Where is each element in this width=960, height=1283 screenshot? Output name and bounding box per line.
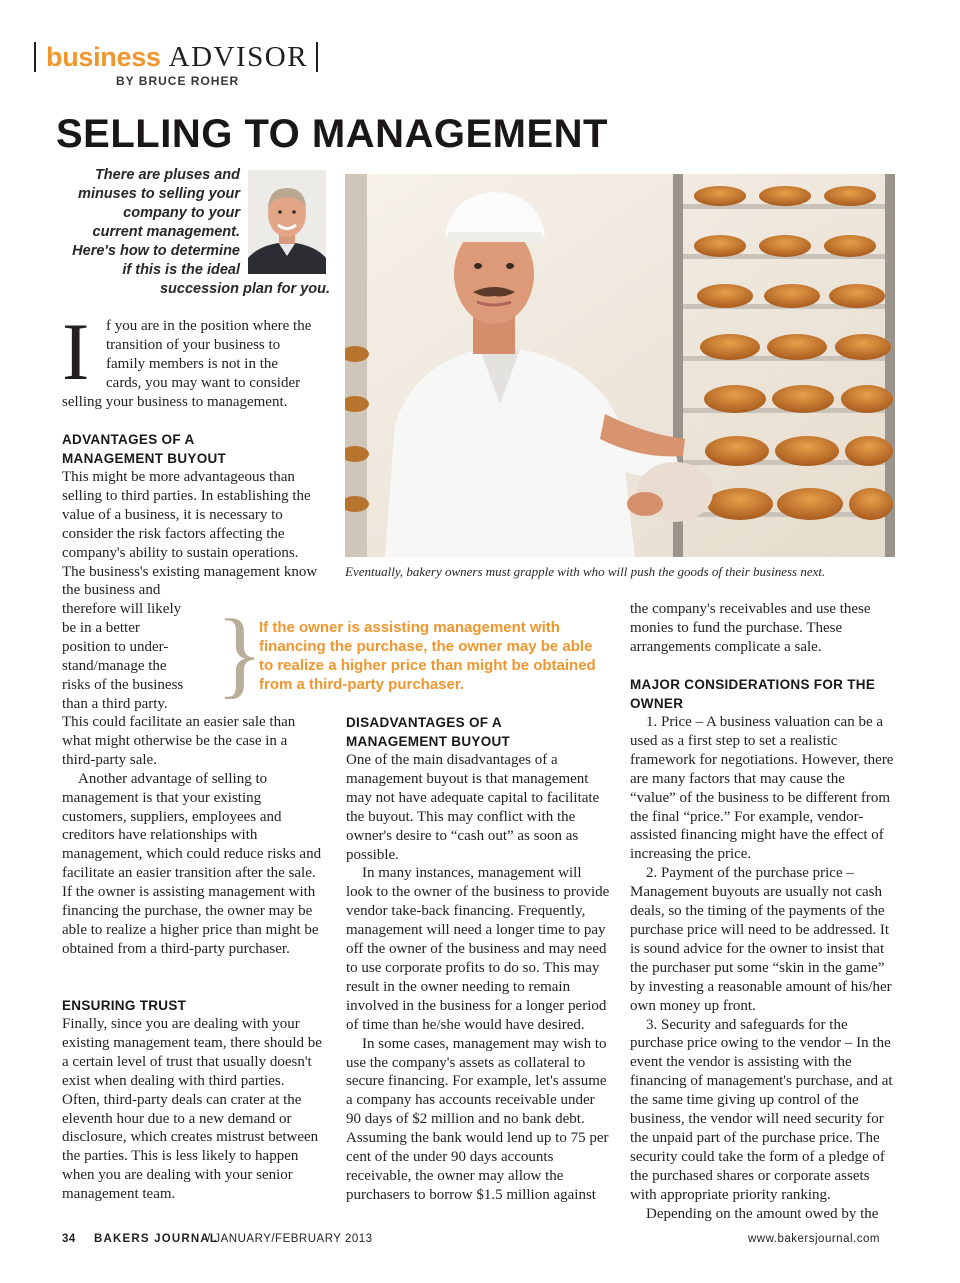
baker-with-bread-rack-image <box>345 174 895 557</box>
deck-line: current management. <box>92 224 240 240</box>
ensuring-trust-paragraph: Finally, since you are dealing with your existing management team, there should be a certain level of trust that usually doesn't exist when dealing with third parties. Often, third-party deals can crater at the eleventh hour due to a new demand or disclosure, which creates mistrust between the parties. This is less likely to happen when you are dealing with your senior management team. <box>62 1016 322 1203</box>
disadvantages-heading: DISADVANTAGES OF A MANAGEMENT BUYOUT <box>346 715 511 749</box>
deck-line: minuses to selling your <box>78 186 240 202</box>
header-bar-right <box>316 42 318 72</box>
disadvantages-body <box>346 751 610 1205</box>
issue-date: / JANUARY/FEBRUARY 2013 <box>207 1233 373 1245</box>
column-brand-business: business <box>46 41 161 72</box>
intro-line: family members is not in the <box>106 355 279 372</box>
author-portrait-image <box>248 170 326 274</box>
column-brand-advisor: ADVISOR <box>168 40 309 73</box>
consideration-payment: 2. Payment of the purchase price – Management buyouts are usually not cash deals, so the timing of the payments of the purchase price will need to be addressed. It is sound advice for the owner to insist that the purchaser put some “skin in the game” by investing a reasonable amount of his/her own money up front. <box>630 865 892 1014</box>
baker-photo <box>345 174 895 557</box>
intro-line: cards, you may want to consider <box>106 374 301 391</box>
narrow-line: position to under- <box>62 638 169 655</box>
col3-continuation: the company's receivables and use these monies to fund the purchase. These arrangements complicate a sale. <box>630 601 871 655</box>
narrow-line: stand/manage the <box>62 657 167 674</box>
major-considerations-body <box>630 713 894 1223</box>
article-deck <box>50 166 240 280</box>
advantages-continued <box>62 713 324 959</box>
byline: BY BRUCE ROHER <box>116 74 240 88</box>
advantages-narrow-lines <box>62 600 222 713</box>
deck-line: Here's how to determine <box>72 243 240 259</box>
pull-quote: If the owner is assisting management with financing the purchase, the owner may be able to realize a higher price than might be obtained from a third-party purchaser. <box>259 619 596 693</box>
publication-name: BAKERS JOURNAL <box>94 1233 219 1245</box>
intro-line: transition of your business to <box>106 336 281 353</box>
consideration-depending: Depending on the amount owed by the <box>646 1205 879 1222</box>
website-url: www.bakersjournal.com <box>748 1233 880 1245</box>
pull-quote-brace: } <box>216 600 264 708</box>
intro-tail-line: selling your business to management. <box>62 394 288 410</box>
photo-caption: Eventually, bakery owners must grapple with who will push the goods of their business next. <box>345 564 826 579</box>
article-title: SELLING TO MANAGEMENT <box>56 112 608 156</box>
deck-line: There are pluses and <box>94 167 240 183</box>
deck-last-line: succession plan for you. <box>159 281 330 297</box>
major-considerations-heading: MAJOR CONSIDERATIONS FOR THE OWNER <box>630 677 876 711</box>
ensuring-trust-heading: ENSURING TRUST <box>62 998 187 1013</box>
drop-cap: I <box>62 306 90 397</box>
consideration-price: 1. Price – A business valuation can be a used as a first step to set a realistic framework for negotiations. However, there are many factors that may cause the “value” of the business to be different from the final “price.” For example, vendor-assisted financing might have the effect of increasing the price. <box>630 714 894 863</box>
column-header <box>34 40 318 74</box>
consideration-security: 3. Security and safeguards for the purchase price owing to the vendor – In the event the vendor is assisting with the financing of management's purchase, and at the same time giving up control of the business, the vendor will need security for the unpaid part of the purchase price. The security could take the form of a pledge of the purchased shares or corporate assets with appropriate priority ranking. <box>630 1016 893 1203</box>
page-number: 34 <box>62 1233 76 1245</box>
header-bar-left <box>34 42 36 72</box>
advantages-paragraph: This might be more advantageous than selling to third parties. In establishing the value of a business, it is necessary to consider the risk factors affecting the company's ability to sustain operations. The business's existing management know the business and <box>62 469 318 599</box>
advantages-rest: This could facilitate an easier sale than what might otherwise be the case in a third-party sale. <box>62 714 296 768</box>
narrow-line: risks of the business <box>62 676 184 693</box>
disadvantages-paragraph-1: One of the main disadvantages of a management buyout is that management may not have adequate capital to facilitate the buyout. This may conflict with the owner's desire to “cash out” as soon as possible. <box>346 752 600 863</box>
narrow-line: be in a better <box>62 619 140 636</box>
deck-line: company to your <box>123 205 240 221</box>
intro-line: f you are in the position where the <box>106 318 312 334</box>
narrow-line: than a third party. <box>62 695 168 712</box>
advantages-paragraph-2: Another advantage of selling to management is that your existing customers, suppliers, employees and creditors have relationships with management, which could reduce risks and facilitate an easier transition after the sale. If the owner is assisting management with financing the purchase, the owner may be able to realize a higher price than might be obtained from a third-party purchaser. <box>62 770 322 957</box>
narrow-line: therefore will likely <box>62 601 182 617</box>
author-headshot <box>248 170 326 274</box>
disadvantages-paragraph-3: In some cases, management may wish to use the company's assets as collateral to secure financing. For example, let's assume a company has accounts receivable under 90 days of $2 million and no bank debt. Assuming the bank would lend up to 75 per cent of the under 90 days accounts receivable, the owner may allow the purchasers to borrow $1.5 million against <box>346 1035 609 1203</box>
deck-line: if this is the ideal <box>122 262 240 278</box>
intro-indented-lines <box>106 317 331 393</box>
disadvantages-paragraph-2: In many instances, management will look to the owner of the business to provide vendor take-back financing. Frequently, management will need a longer time to pay off the owner of the business and may need to use corporate profits to do so. This may result in the owner needing to remain involved in the business for a longer period of time than he/she would have desired. <box>346 865 610 1033</box>
advantages-heading: ADVANTAGES OF A MANAGEMENT BUYOUT <box>62 432 227 466</box>
